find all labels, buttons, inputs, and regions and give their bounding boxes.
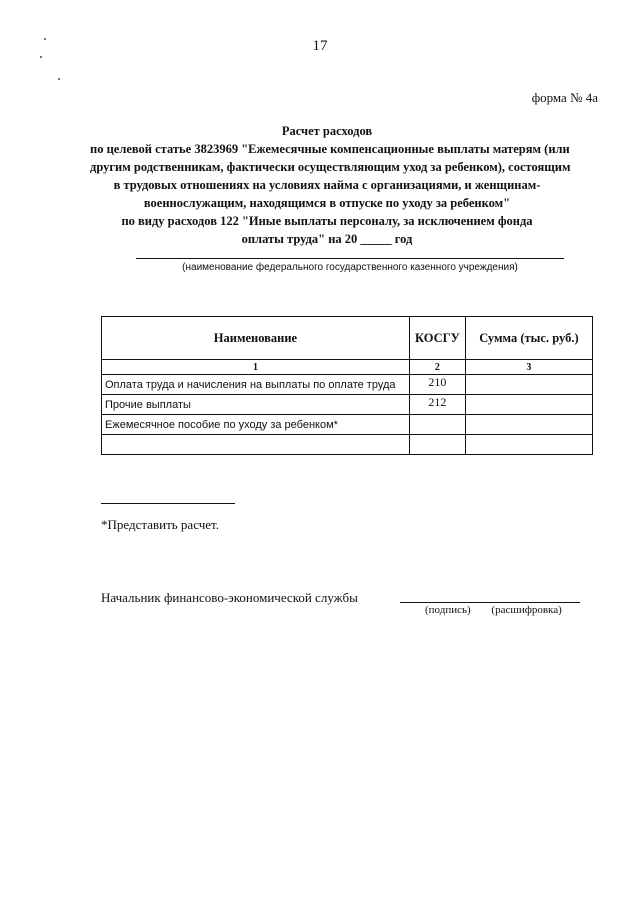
title-line: военнослужащим, находящимся в отпуске по уходу за ребенком"	[143, 196, 511, 210]
column-number-row	[102, 360, 593, 375]
row-name	[102, 435, 410, 455]
row-code: 210	[409, 375, 465, 395]
title-line: по целевой статье 3823969 "Ежемесячные компенсационные выплаты матерям (или	[90, 142, 570, 156]
footnote-separator	[101, 503, 235, 504]
column-number: 3	[465, 360, 592, 375]
row-name: Прочие выплаты	[102, 395, 410, 415]
table-row	[102, 415, 593, 435]
row-name: Оплата труда и начисления на выплаты по оплате труда	[102, 375, 410, 395]
title-line: другим родственникам, фактически осуществляющим уход за ребенком), состоящим	[90, 160, 571, 174]
table-header-row	[102, 317, 593, 360]
title-line: оплаты труда" на 20 _____ год	[241, 232, 413, 246]
signature-line	[400, 602, 580, 603]
row-name: Ежемесячное пособие по уходу за ребенком*	[102, 415, 410, 435]
row-code	[409, 415, 465, 435]
column-number: 2	[409, 360, 465, 375]
table-row	[102, 375, 593, 395]
title-line: по виду расходов 122 "Иные выплаты персоналу, за исключением фонда	[121, 214, 533, 228]
organization-caption: (наименование федерального государственного казенного учреждения)	[182, 262, 518, 273]
header-amount: Сумма (тыс. руб.)	[465, 317, 592, 360]
row-code	[409, 435, 465, 455]
header-kosgu: КОСГУ	[409, 317, 465, 360]
row-amount-cell[interactable]	[465, 375, 592, 395]
footnote: *Представить расчет.	[101, 517, 219, 532]
header-name: Наименование	[102, 317, 410, 360]
decode-caption: (расшифровка)	[491, 604, 562, 616]
page-number: 17	[312, 38, 328, 54]
row-code: 212	[409, 395, 465, 415]
title-line: в трудовых отношениях на условиях найма с организациями, и женщинам-	[113, 178, 541, 192]
column-number: 1	[102, 360, 410, 375]
organization-name-line	[136, 258, 564, 259]
signature-captions	[425, 604, 580, 616]
signature-caption: (подпись)	[425, 604, 471, 616]
table-row	[102, 435, 593, 455]
expenses-table	[101, 316, 593, 455]
scan-speck	[58, 78, 60, 80]
signatory-position: Начальник финансово-экономической службы	[101, 590, 358, 605]
form-number: форма № 4а	[531, 90, 598, 105]
scan-speck	[40, 56, 42, 58]
row-amount-cell[interactable]	[465, 415, 592, 435]
table-row	[102, 395, 593, 415]
row-amount-cell[interactable]	[465, 395, 592, 415]
row-amount-cell[interactable]	[465, 435, 592, 455]
document-title	[90, 122, 571, 248]
title-line: Расчет расходов	[281, 124, 373, 138]
